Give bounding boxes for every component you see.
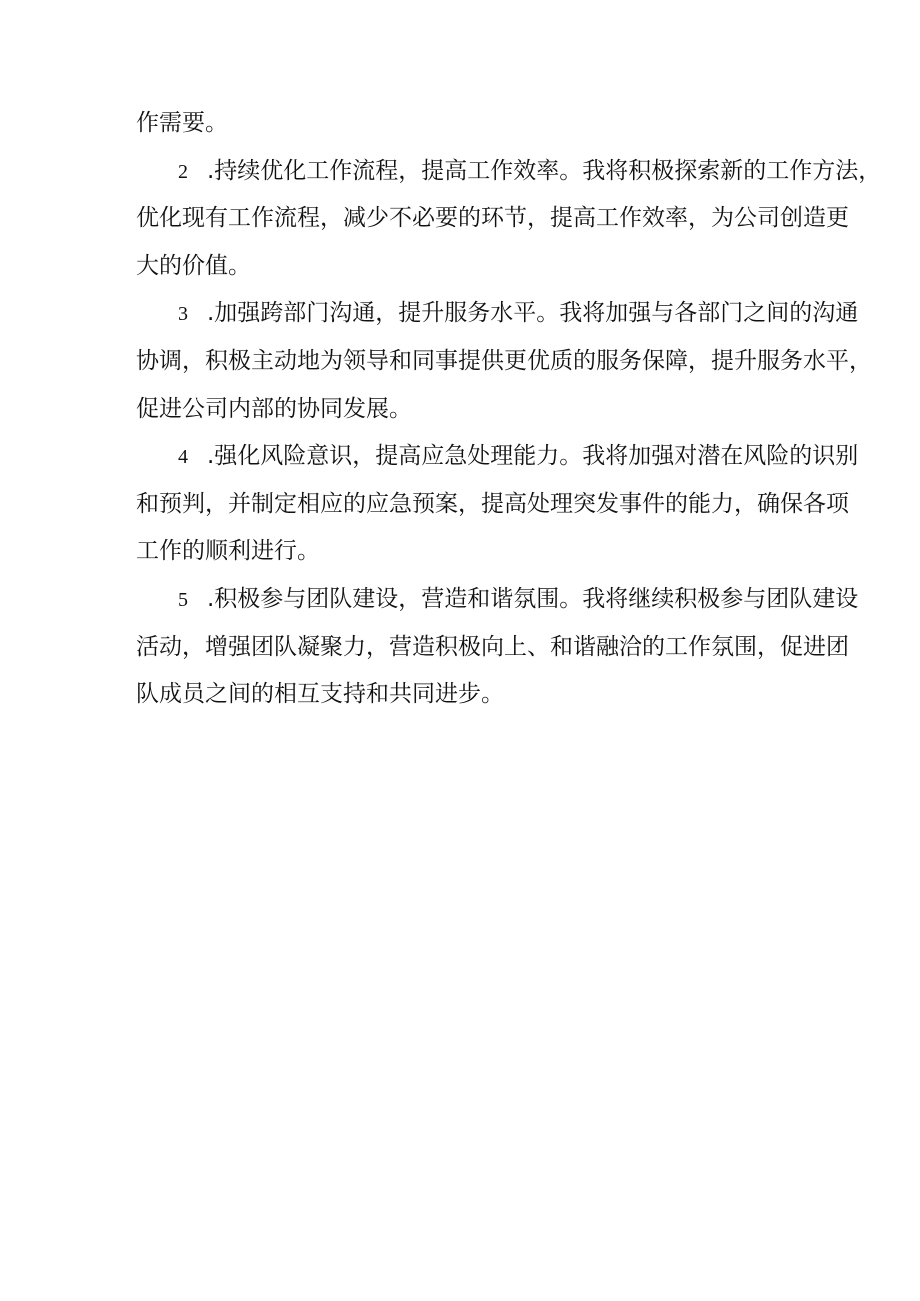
item-number: 4 bbox=[178, 446, 188, 469]
paragraph-item-2 bbox=[136, 152, 882, 295]
item-number: 5 bbox=[178, 588, 188, 611]
text-line: 工作的顺利进行。 bbox=[136, 538, 320, 565]
text-line: .积极参与团队建设，营造和谐氛围。我将继续积极参与团队建设 bbox=[207, 585, 859, 612]
text-line: 活动，增强团队凝聚力，营造积极向上、和谐融洽的工作氛围，促进团 bbox=[136, 633, 849, 660]
text-line: .强化风险意识，提高应急处理能力。我将加强对潜在风险的识别 bbox=[207, 443, 859, 470]
document-body bbox=[136, 104, 882, 723]
text-line: .加强跨部门沟通，提升服务水平。我将加强与各部门之间的沟通 bbox=[207, 300, 859, 327]
text-line: 作需要。 bbox=[136, 110, 228, 136]
paragraph-item-3 bbox=[136, 294, 872, 437]
text-line: 协调，积极主动地为领导和同事提供更优质的服务保障，提升服务水平， bbox=[136, 347, 872, 374]
text-line: 优化现有工作流程，减少不必要的环节，提高工作效率，为公司创造更 bbox=[136, 205, 849, 232]
text-line: .持续优化工作流程，提高工作效率。我将积极探索新的工作方法， bbox=[207, 157, 882, 184]
text-line: 和预判，并制定相应的应急预案，提高处理突发事件的能力，确保各项 bbox=[136, 490, 849, 517]
item-number: 2 bbox=[178, 160, 188, 183]
text-line: 大的价值。 bbox=[136, 252, 251, 279]
text-line: 促进公司内部的协同发展。 bbox=[136, 395, 412, 422]
paragraph-item-5 bbox=[136, 580, 859, 723]
item-number: 3 bbox=[178, 303, 188, 326]
paragraph-continuation bbox=[136, 104, 776, 152]
text-line: 队成员之间的相互支持和共同进步。 bbox=[136, 681, 504, 708]
paragraph-item-4 bbox=[136, 437, 859, 580]
